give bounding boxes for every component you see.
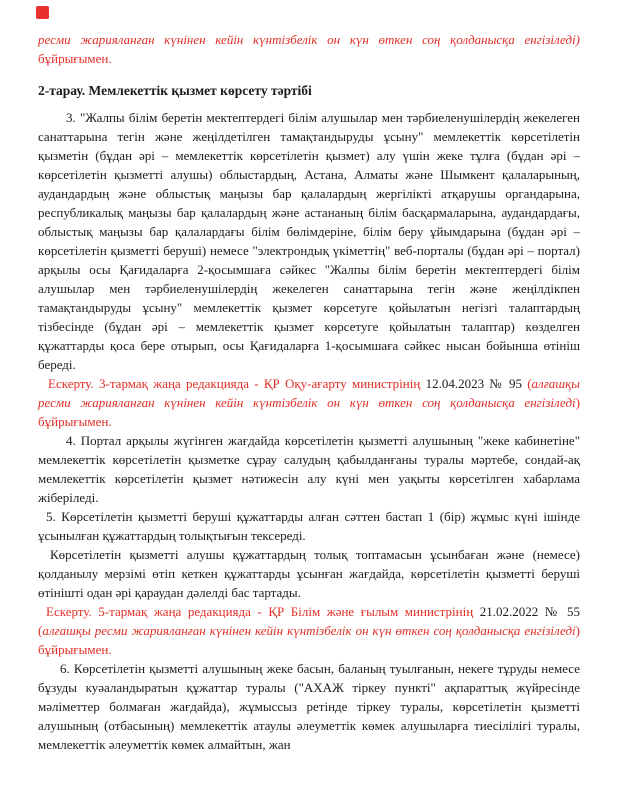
paragraph-4: 4. Портал арқылы жүгінген жағдайда көрсетілетін қызметті алушының "жеке кабинетіне" мемлекеттік көрсетілетін қызметке сұрау салудың қабылданғаны туралы мәртебе, сондай-ақ мемлекеттік көрсетілетін қызмет нәтижесін алу күні мен уақыты көрсетілген хабарлама жіберіледі. [38, 433, 580, 505]
note3-open-paren: ( [521, 376, 532, 391]
intro-note-italic-text: ресми жарияланған күнінен кейін күнтізбелік он күн өткен соң қолданысқа енгізіледі) [38, 32, 580, 47]
note5-prefix-text: Ескерту. 5-тармақ жаңа редакцияда - ҚР Білім және ғылым министрінің [46, 604, 480, 619]
paragraph-6: 6. Көрсетілетін қызметті алушының жеке басын, баланың туылғанын, некеге тұруды немесе бұзуды куәаландыратын құжаттар туралы ("АХАЖ тіркеу пункті" ақпараттық жүйресінде мәліметтер болмаған жағдайда), жұмыссыз ретінде тіркеу туралы, көрсетілетін қызметті алушының (отбасының) мемлекеттік атаулы әлеуметтік көмек алушыларға тиесілілігі туралы, мемлекеттік әлеуметтік көмек алмайтын, жан [38, 661, 580, 752]
paragraph-5-continuation: Көрсетілетін қызметті алушы құжаттардың толық топтамасын ұсынбаған және (немесе) қолданылу мерзімі өтіп кеткен құжаттарды ұсынған жағдайда, көрсетілетін қызметті беруші өтінішті одан әрі қараудан дәлелді бас тартады. [38, 547, 580, 600]
note5-italic-text: алғашқы ресми жарияланған күнінен кейін күнтізбелік он күн өткен соң қолданысқа енгізіледі [42, 623, 576, 638]
amendment-order-link-55[interactable]: 21.02.2022 № 55 [479, 604, 580, 619]
note5-open-paren: ( [38, 623, 43, 638]
intro-note-continuation [38, 30, 580, 68]
document-body [38, 30, 580, 754]
paragraph-3: 3. "Жалпы білім беретін мектептердегі білім алушылар мен тәрбиеленушілердің жекелеген санаттарына тегін және жеңілдетілген тамақтандыруды ұсыну" мемлекеттік көрсетілетін қызметін (бұдан әрі – мемлекеттік көрсетілетін қызмет) алу үшін жеке тұлға (бұдан әрі – көрсетілетін қызметті алушы) облыстардың, Астана, Алматы және Шымкент қалаларының, аудандардың және облыстық маңызы бар қалалардың жергілікті атқарушы органдарына, республикалық маңызы бар қалалардың және астананың білім басқармаларына, аудандардағы, облыстық маңызы бар қалалардағы білім бөлімдеріне, білім беру ұйымдарына (бұдан әрі – көрсетілетін қызметті беруші) немесе "электрондық үкіметтің" веб-порталы (бұдан әрі – портал) арқылы осы Қағидаларға 2-қосымшаға сәйкес "Жалпы білім беретін мектептердегі білім алушылар мен тәрбиеленушілердің жекелеген санаттарына тегін және жеңілдікпен тамақтандыруды ұсыну" мемлекеттік қызмет көрсетуге қойылатын негізгі талаптардың тізбесінде (бұдан әрі – мемлекеттік қызмет көрсетуге қойылатын талаптар) көзделген құжаттарды қоса бере отырып, осы Қағидаларға 1-қосымшаға сәйкес нысан бойынша өтініш береді. [38, 110, 580, 372]
amendment-order-link-95[interactable]: 12.04.2023 № 95 [425, 376, 522, 391]
paragraph-5: 5. Көрсетілетін қызметті беруші құжаттарды алған сәттен бастап 1 (бір) жұмыс күні ішінде ұсынылған құжаттардың толықтығын тексереді. [38, 509, 580, 543]
red-square-marker [36, 6, 49, 19]
chapter-heading: 2-тарау. Мемлекеттік қызмет көрсету тәртібі [38, 83, 312, 98]
note3-prefix-text: Ескерту. 3-тармақ жаңа редакцияда - ҚР Оқу-ағарту министрінің [48, 376, 426, 391]
intro-note-plain-text: бұйрығымен. [38, 51, 112, 66]
note3-italic-text: алғашқы ресми жарияланған күнінен кейін күнтізбелік он күн өткен соң қолданысқа енгізіледі [38, 376, 580, 410]
note5-suffix-text: ) бұйрығымен. [38, 623, 580, 657]
note-paragraph-3-amendment [38, 374, 580, 431]
note3-suffix-text: ) бұйрығымен. [38, 395, 580, 429]
note-paragraph-5-amendment [38, 602, 580, 659]
